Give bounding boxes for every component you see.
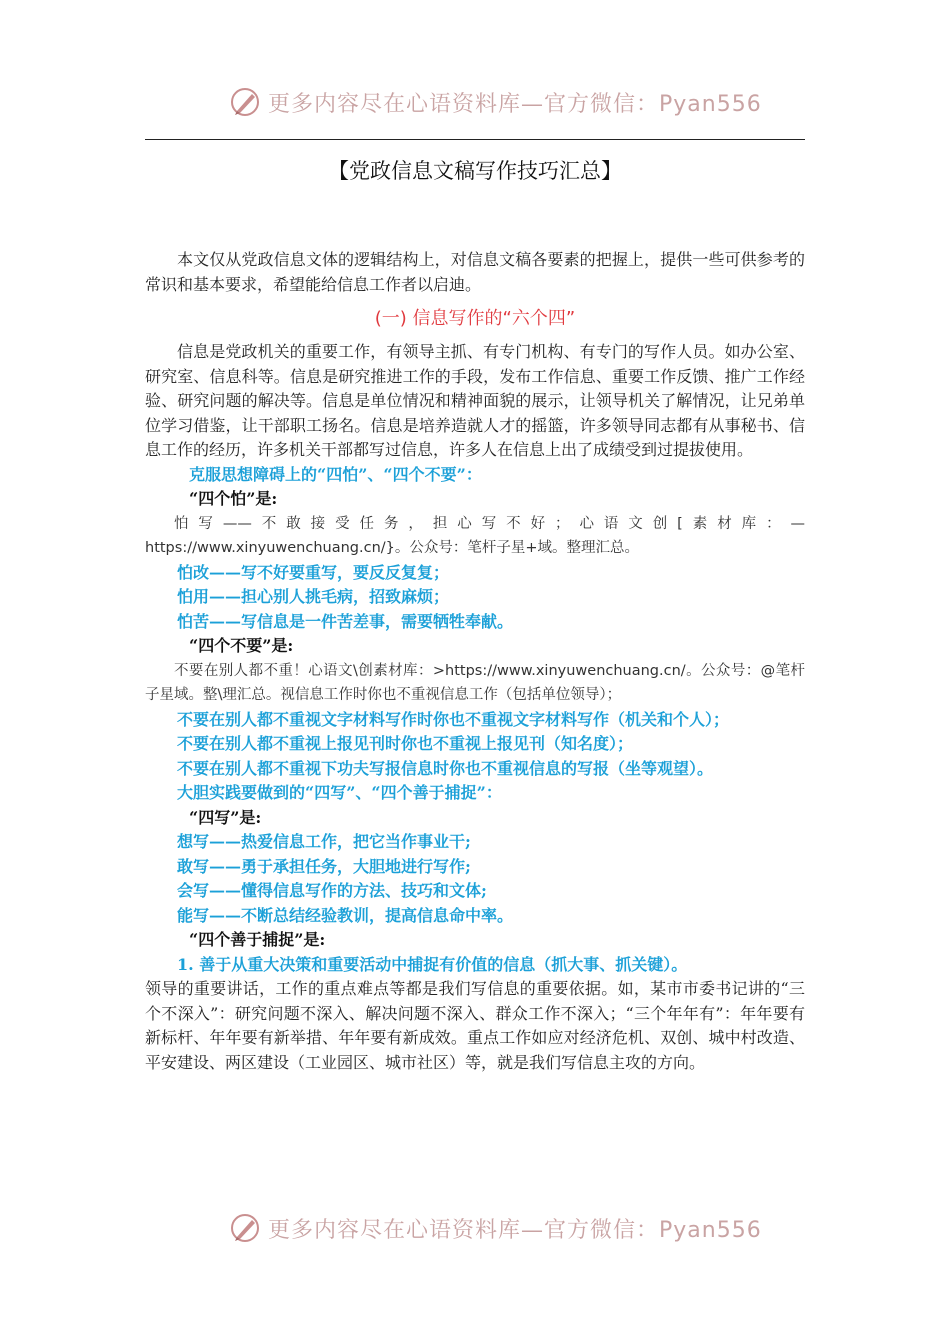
- fear-item-1: 怕写——不敢接受任务，担心写不好；心语文创[素材库：—https://www.xinyuwenchuang.cn/}。公众号：笔杆子星+域。整理汇总。: [145, 515, 805, 556]
- label-four-writes: “四写”是:: [189, 807, 262, 827]
- write-item-3: 会写——懂得信息写作的方法、技巧和文体;: [177, 881, 487, 900]
- document-body: [145, 248, 805, 1075]
- write-item-1: 想写——热爱信息工作，把它当作事业干;: [177, 832, 471, 851]
- heading-overcome: 克服思想障碍上的“四怕”、“四个不要”：: [189, 464, 482, 484]
- dont-item-3: 不要在别人都不重视上报见刊时你也不重视上报见刊（知名度）；: [177, 734, 634, 753]
- brand-footer: [228, 1208, 762, 1248]
- section-heading: (一) 信息写作的“六个四”: [374, 308, 576, 329]
- header-rule: [145, 139, 805, 140]
- write-item-4: 能写——不断总结经验教训，提高信息命中率。: [177, 905, 514, 925]
- banner-code: Pyan556: [659, 91, 762, 117]
- heading-practice: 大胆实践要做到的“四写”、“四个善于捕捉”：: [177, 783, 502, 802]
- dont-item-1: 不要在别人都不重！心语文\创素材库：>https://www.xinyuwenchuang.cn/。公众号：@笔杆子星域。整\理汇总。视信息工作时你也不重视信息工作（包括单位领导）；: [145, 662, 805, 703]
- banner-code: Pyan556: [659, 1217, 762, 1243]
- pen-logo-icon: [228, 85, 262, 119]
- paragraph-info: 信息是党政机关的重要工作，有领导主抓、有专门机构、有专门的写作人员。如办公室、研究室、信息科等。信息是研究推进工作的手段，发布工作信息、重要工作反馈、推广工作经验、研究问题的解决等。信息是单位情况和精神面貌的展示，让领导机关了解情况，让兄弟单位学习借鉴，让干部职工扬名。信息是培养造就人才的摇篮，许多领导同志都有从事秘书、信息工作的经历，许多机关干部都写过信息，许多人在信息上出了成绩受到过提拔使用。: [145, 342, 805, 459]
- paragraph-last: 领导的重要讲话，工作的重点难点等都是我们写信息的重要依据。如，某市市委书记讲的“三个不深入”：研究问题不深入、解决问题不深入、群众工作不深入；“三个年年有”：年年要有新标杆、年年要有新举措、年年要有新成效。重点工作如应对经济危机、双创、城中村改造、平安建设、两区建设（工业园区、城市社区）等，就是我们写信息主攻的方向。: [145, 979, 805, 1072]
- header-banner: [0, 82, 950, 122]
- label-four-capture: “四个善于捕捉”是:: [189, 930, 326, 949]
- intro-paragraph: 本文仅从党政信息文体的逻辑结构上，对信息文稿各要素的把握上，提供一些可供参考的常识和基本要求，希望能给信息工作者以启迪。: [145, 250, 805, 294]
- write-item-2: 敢写——勇于承担任务，大胆地进行写作;: [177, 856, 471, 876]
- banner-text: 更多内容尽在心语资料库—官方微信：: [268, 91, 660, 117]
- label-four-donts: “四个不要”是:: [189, 636, 294, 655]
- dont-item-4: 不要在别人都不重视下功夫写报信息时你也不重视信息的写报（坐等观望）。: [177, 758, 714, 778]
- pen-logo-icon: [228, 1211, 262, 1245]
- label-four-fears: “四个怕”是:: [189, 489, 278, 508]
- dont-item-2: 不要在别人都不重视文字材料写作时你也不重视文字材料写作（机关和个人）；: [177, 709, 730, 729]
- footer-banner: [0, 1208, 950, 1248]
- document-title: 【党政信息文稿写作技巧汇总】: [328, 159, 622, 183]
- fear-item-2: 怕改——写不好要重写，要反反复复；: [177, 562, 450, 582]
- capture-item-1: 1. 善于从重大决策和重要活动中捕捉有价值的信息（抓大事、抓关键）。: [177, 954, 688, 974]
- banner-text: 更多内容尽在心语资料库—官方微信：: [268, 1217, 660, 1243]
- fear-item-3: 怕用——担心别人挑毛病，招致麻烦；: [177, 587, 450, 606]
- brand: [228, 82, 762, 122]
- fear-item-4: 怕苦——写信息是一件苦差事，需要牺牲奉献。: [177, 611, 514, 631]
